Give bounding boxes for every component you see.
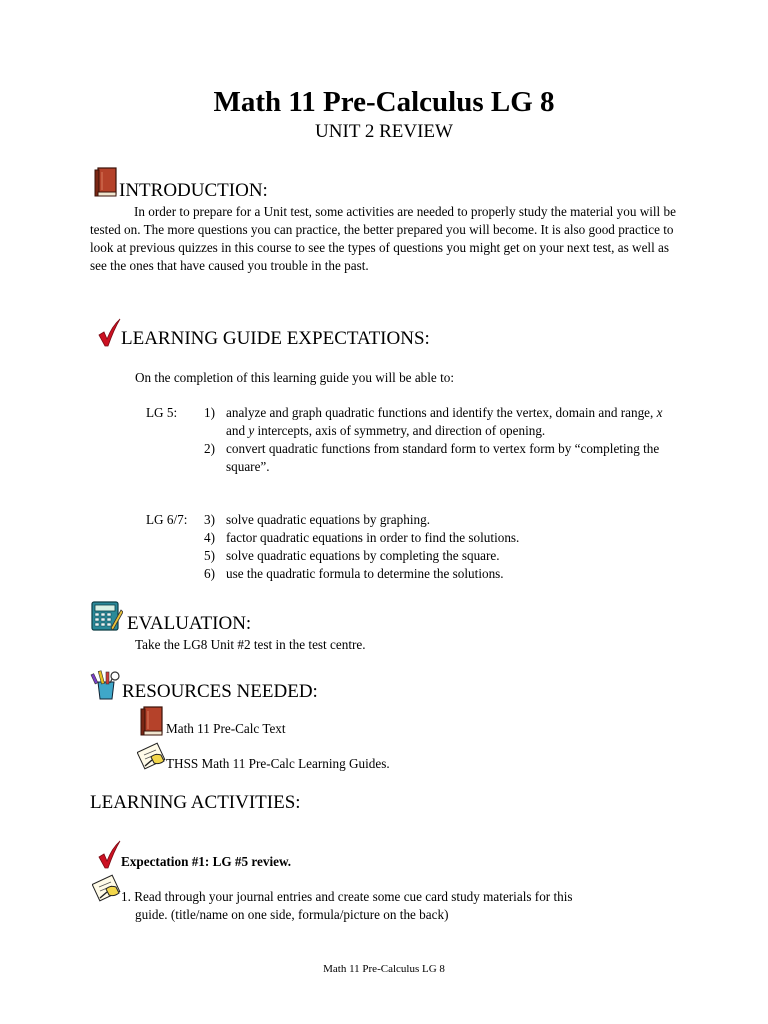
item-number: 1) <box>204 405 215 420</box>
lg5-label: LG 5: <box>146 405 178 420</box>
introduction-paragraph <box>90 203 680 275</box>
item-number: 3) <box>204 512 215 527</box>
list-item <box>204 404 682 440</box>
book-icon <box>94 167 118 197</box>
item-text: factor quadratic equations in order to find the solutions. <box>226 530 520 545</box>
lg5-list <box>204 404 682 476</box>
resources-heading: RESOURCES NEEDED: <box>122 681 318 702</box>
activity-1-line2: guide. (title/name on one side, formula/picture on the back) <box>135 907 449 922</box>
evaluation-text: Take the LG8 Unit #2 test in the test centre. <box>135 637 366 652</box>
writing-hand-icon <box>137 741 167 771</box>
item-text: solve quadratic equations by graphing. <box>226 512 430 527</box>
checkmark-icon <box>96 318 122 348</box>
item-number: 5) <box>204 548 215 563</box>
list-item <box>204 440 682 476</box>
lg67-label: LG 6/7: <box>146 512 188 527</box>
activity-1-line1: 1. Read through your journal entries and create some cue card study materials for this <box>121 889 573 904</box>
item-text: solve quadratic equations by completing the square. <box>226 548 500 563</box>
item-number: 2) <box>204 441 215 456</box>
checkmark-icon <box>96 840 122 870</box>
introduction-heading: INTRODUCTION: <box>119 180 268 201</box>
resource-item-text: THSS Math 11 Pre-Calc Learning Guides. <box>166 756 390 771</box>
list-item <box>204 547 682 565</box>
item-text: use the quadratic formula to determine the solutions. <box>226 566 504 581</box>
item-number: 6) <box>204 566 215 581</box>
item-number: 4) <box>204 530 215 545</box>
activities-heading: LEARNING ACTIVITIES: <box>90 792 301 813</box>
item-text: convert quadratic functions from standard form to vertex form by “completing the square”. <box>226 441 660 474</box>
writing-hand-icon <box>92 873 122 903</box>
item-text: analyze and graph quadratic functions and identify the vertex, domain and range, x and y intercepts, axis of symmetry, and direction of opening. <box>226 405 663 438</box>
introduction-text: In order to prepare for a Unit test, some activities are needed to properly study the material you will be tested on. The more questions you can practice, the better prepared you will become. It is also good practice to look at previous quizzes in this course to see the types of questions you might get on your next test, as well as see the ones that have caused you trouble in the past. <box>90 204 676 273</box>
page-title: Math 11 Pre-Calculus LG 8 <box>213 86 555 118</box>
expectations-heading: LEARNING GUIDE EXPECTATIONS: <box>121 328 430 349</box>
page-footer: Math 11 Pre-Calculus LG 8 <box>323 963 445 975</box>
calculator-icon <box>91 601 123 631</box>
page-subtitle: UNIT 2 REVIEW <box>315 121 453 142</box>
list-item <box>204 511 682 529</box>
book-icon <box>140 706 164 736</box>
resource-item-text: Math 11 Pre-Calc Text <box>166 721 286 736</box>
expectation-1-label: Expectation #1: LG #5 review. <box>121 854 292 869</box>
supplies-icon <box>90 670 122 700</box>
expectations-intro: On the completion of this learning guide you will be able to: <box>135 370 454 385</box>
lg67-list <box>204 511 682 583</box>
list-item <box>204 565 682 583</box>
list-item <box>204 529 682 547</box>
evaluation-heading: EVALUATION: <box>127 613 252 634</box>
